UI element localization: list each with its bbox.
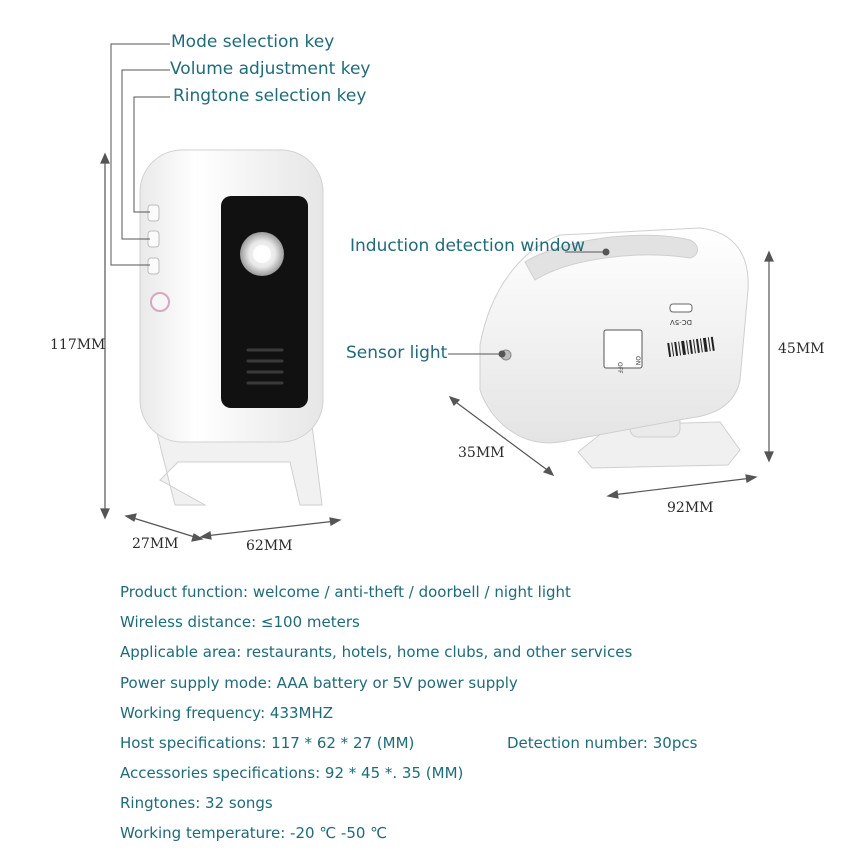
spec-ringtones: Ringtones: 32 songs xyxy=(120,794,273,812)
host-height-dimension: 117MM xyxy=(50,337,106,353)
sensor-light-label: Sensor light xyxy=(346,343,448,363)
dc-marking: DC-5V xyxy=(669,318,693,326)
host-unit xyxy=(140,150,323,505)
sensor-height-dimension: 45MM xyxy=(778,341,825,357)
ringtone-selection-key-label: Ringtone selection key xyxy=(173,86,367,106)
sensor-width-dimension: 92MM xyxy=(667,500,714,516)
spec-detection-number: Detection number: 30pcs xyxy=(507,734,698,752)
mode-selection-key[interactable] xyxy=(148,205,159,221)
spec-working-frequency: Working frequency: 433MHZ xyxy=(120,704,334,722)
volume-adjustment-key-label: Volume adjustment key xyxy=(170,59,371,79)
spec-wireless-distance: Wireless distance: ≤100 meters xyxy=(120,613,360,631)
spec-working-temperature: Working temperature: -20 ℃ -50 ℃ xyxy=(120,824,388,842)
mode-selection-key-label: Mode selection key xyxy=(171,32,335,52)
spec-power-supply: Power supply mode: AAA battery or 5V power supply xyxy=(120,674,518,692)
on-marking: ON xyxy=(634,356,641,366)
host-depth-dimension: 27MM xyxy=(132,536,179,552)
ringtone-selection-key[interactable] xyxy=(148,258,159,274)
sensor-unit xyxy=(480,228,748,468)
induction-detection-window-label: Induction detection window xyxy=(350,236,585,256)
spec-applicable-area: Applicable area: restaurants, hotels, home clubs, and other services xyxy=(120,643,633,661)
sensor-depth-dimension: 35MM xyxy=(458,445,505,461)
off-marking: OFF xyxy=(616,362,623,374)
host-width-dimension: 62MM xyxy=(246,538,293,554)
spec-product-function: Product function: welcome / anti-theft / doorbell / night light xyxy=(120,583,571,601)
brand-sticker xyxy=(151,293,169,311)
host-face-panel xyxy=(221,196,308,408)
spec-accessories-specifications: Accessories specifications: 92 * 45 *. 35 (MM) xyxy=(120,764,464,782)
usb-port xyxy=(670,304,692,312)
spec-host-specifications: Host specifications: 117 * 62 * 27 (MM) xyxy=(120,734,415,752)
